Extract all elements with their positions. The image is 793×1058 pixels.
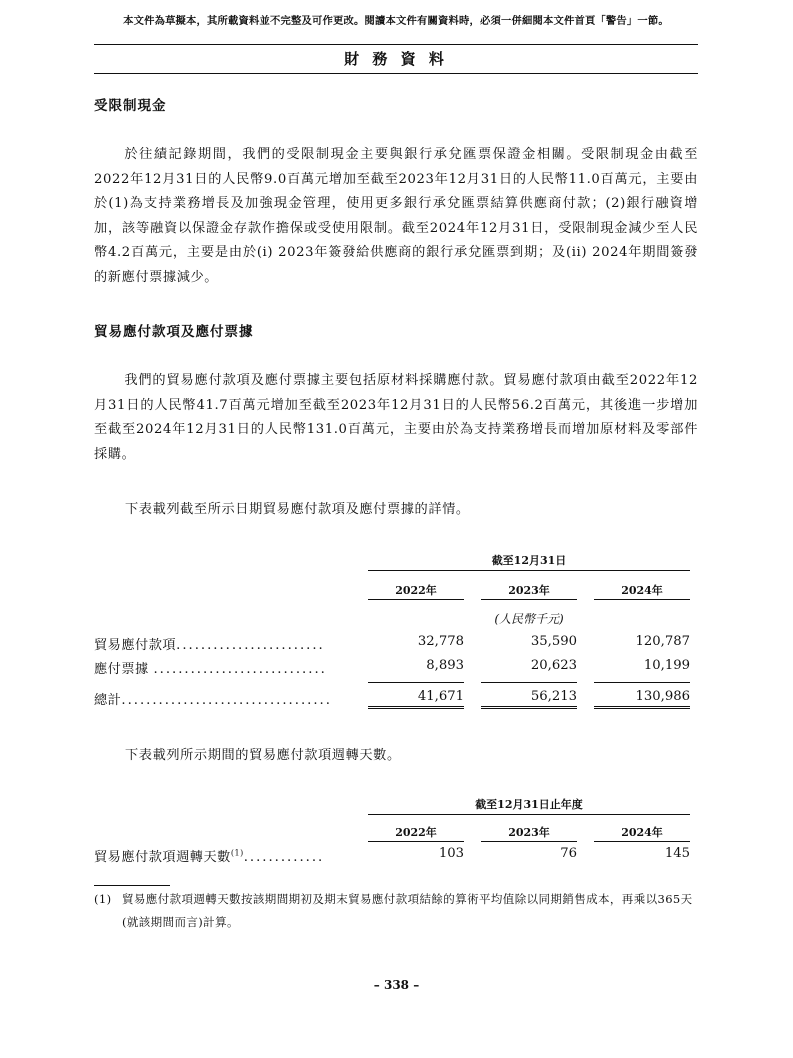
- trade-payables-paragraph: 我們的貿易應付款項及應付票據主要包括原材料採購應付款。貿易應付款項由截至2022年12月31日的人民幣41.7百萬元增加至截至2023年12月31日的人民幣56.2百萬元，其後進一步增加至截至2024年12月31日的人民幣131.0百萬元，主要由於為支持業務增長而增加原材料及零部件採購。: [94, 373, 698, 462]
- row-label-text: 貿易應付款項: [94, 638, 177, 653]
- table2-col-2024: 2024年: [621, 826, 663, 839]
- footnote-rule: [94, 885, 170, 886]
- table1-col-rule-2024: [594, 599, 690, 600]
- row-label-text: 貿易應付款項週轉天數: [94, 850, 231, 865]
- table1-col-2022: 2022年: [395, 584, 437, 597]
- header-rule-top: [94, 44, 698, 45]
- row-label-text: 總計: [94, 693, 122, 708]
- leader-dots: ............................: [153, 662, 327, 677]
- table2-col-rule-2023: [481, 841, 577, 842]
- table1-subtotal-rule: [481, 682, 577, 683]
- leader-dots: ..................................: [121, 693, 332, 708]
- table1-total-double-rule: [368, 706, 464, 709]
- table1-unit: (人民幣千元): [494, 612, 564, 626]
- table2-col-2022: 2022年: [395, 826, 437, 839]
- table1-total-cell: 56,213: [530, 689, 577, 704]
- table2-col-rule-2022: [368, 841, 464, 842]
- table1-col-2023: 2023年: [508, 584, 550, 597]
- table1-total-cell: 41,671: [417, 689, 464, 704]
- row-label-text: 應付票據: [94, 662, 149, 677]
- table2-caption: 截至12月31日止年度: [475, 798, 583, 811]
- table2-col-2023: 2023年: [508, 826, 550, 839]
- table1-total-double-rule: [594, 706, 690, 709]
- table1-cell: 20,623: [530, 658, 577, 673]
- footnote: [94, 888, 698, 934]
- table1-cell: 120,787: [635, 634, 690, 649]
- trade-payables-heading: 貿易應付款項及應付票據: [94, 324, 254, 340]
- table1-row-label: [94, 658, 360, 677]
- table2-col-rule-2024: [594, 841, 690, 842]
- page-number: – 338 –: [373, 978, 420, 992]
- footnote-text: 貿易應付款項週轉天數按該期間期初及期末貿易應付款項結餘的算術平均值除以同期銷售成本，再乘以365天(就該期間而言)計算。: [122, 892, 693, 929]
- table2-row-label: [94, 846, 360, 865]
- table1-col-2024: 2024年: [621, 584, 663, 597]
- footnote-ref: (1): [230, 848, 244, 858]
- table1-cell: 8,893: [426, 658, 464, 673]
- restricted-cash-heading: 受限制現金: [94, 98, 167, 114]
- leader-dots: .............: [243, 850, 325, 865]
- trade-payables-table-intro: 下表載列截至所示日期貿易應付款項及應付票據的詳情。: [125, 502, 470, 517]
- table1-row-label: [94, 634, 360, 653]
- table2-cell: 145: [664, 846, 690, 861]
- table1-caption-rule: [368, 570, 690, 571]
- table1-caption: 截至12月31日: [491, 554, 567, 567]
- turnover-table-intro: 下表載列所示期間的貿易應付款項週轉天數。: [125, 748, 401, 763]
- table1-cell: 32,778: [417, 634, 464, 649]
- table1-cell: 35,590: [530, 634, 577, 649]
- header-rule-bottom: [94, 73, 698, 74]
- table1-col-rule-2023: [481, 599, 577, 600]
- table1-col-rule-2022: [368, 599, 464, 600]
- footnote-mark: (1): [94, 892, 112, 906]
- restricted-cash-paragraph: 於往績記錄期間，我們的受限制現金主要與銀行承兌匯票保證金相關。受限制現金由截至2022年12月31日的人民幣9.0百萬元增加至截至2023年12月31日的人民幣11.0百萬元，主要由於(1)為支持業務增長及加強現金管理，使用更多銀行承兌匯票結算供應商付款；(2)銀行融資增加，該等融資以保證金存款作擔保或受使用限制。截至2024年12月31日，受限制現金減少至人民幣4.2百萬元，主要是由於(i) 2023年簽發給供應商的銀行承兌匯票到期；及(ii) 2024年期間簽發的新應付票據減少。: [94, 147, 698, 285]
- draft-warning: 本文件為草擬本，其所載資料並不完整及可作更改。閱讀本文件有關資料時，必須一併細閱本文件首頁「警告」一節。: [123, 15, 669, 27]
- table1-cell: 10,199: [643, 658, 690, 673]
- table1-subtotal-rule: [368, 682, 464, 683]
- table2-cell: 76: [560, 846, 577, 861]
- section-title: 財 務 資 料: [344, 50, 448, 68]
- table1-total-label: [94, 689, 360, 708]
- leader-dots: ........................: [176, 638, 325, 653]
- table1-subtotal-rule: [594, 682, 690, 683]
- table2-caption-rule: [368, 814, 690, 815]
- table1-total-double-rule: [481, 706, 577, 709]
- table2-cell: 103: [438, 846, 464, 861]
- table1-total-cell: 130,986: [635, 689, 690, 704]
